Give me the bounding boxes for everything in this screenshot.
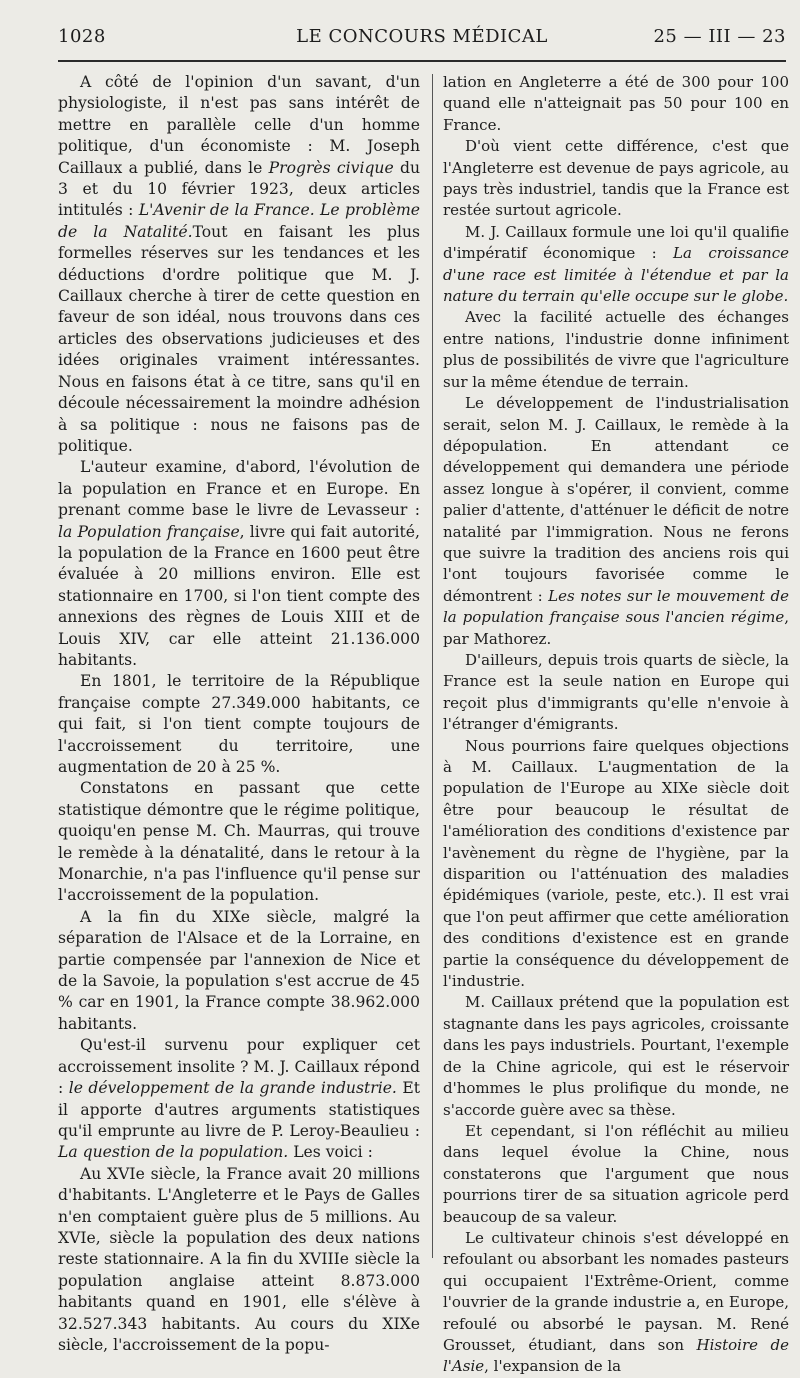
text-run: Tout en faisant les plus formelles réserves sur les tendances et les déductions d'ordre politique que M. J. Caillaux cherche à tirer de cette question en faveur de son idéal, nous trouvons dans ces articles des observations judicieuses et des idées originales vraiment intéressantes. Nous en faisons état à ce titre, sans qu'il en découle nécessairement la moindre adhésion à sa politique : nous ne faisons pas de politique. (58, 222, 421, 455)
italic-text: Les notes sur le mouvement de la population française sous l'ancien régime (443, 586, 789, 627)
text-run: D'où vient cette différence, c'est que l'Angleterre est devenue de pays agricole, au pays très industriel, tandis que la France est restée surtout agricole. (443, 137, 789, 220)
paragraph (443, 650, 789, 736)
page-number: 1028 (58, 26, 106, 47)
text-run: Et cependant, si l'on réfléchit au milieu dans lequel évolue la Chine, nous constaterons que l'argument que nous pourrions tirer de sa situation agricole perd beaucoup de sa valeur. (443, 1121, 789, 1226)
italic-text: Progrès civique (268, 158, 394, 177)
text-run: Et il apporte d'autres arguments statistiques qu'il emprunte au livre de P. Leroy-Beaulieu : (58, 1079, 420, 1140)
paragraph (58, 907, 420, 1035)
paragraph (58, 1164, 420, 1357)
italic-text: la Population française (58, 522, 240, 541)
text-run: , par Mathorez. (443, 608, 789, 648)
paragraph (58, 671, 420, 778)
left-column (58, 72, 420, 1356)
right-column (443, 72, 789, 1378)
text-run: du 3 et du 10 février 1923, deux articles intitulés : (58, 158, 420, 220)
paragraph (58, 778, 420, 906)
italic-text: le développement de la grande industrie. (68, 1079, 397, 1098)
text-run: L'auteur examine, d'abord, l'évolution de la population en France et en Europe. En prenant comme base le livre de Levasseur : (58, 458, 420, 520)
text-run: Au XVIe siècle, la France avait 20 millions d'habitants. L'Angleterre et le Pays de Galles n'en comptaient guère plus de 5 millions. Au XVIe, siècle la population des deux nations reste stationnaire. A la fin du XVIIIe siècle la population anglaise atteint 8.873.000 habitants quand en 1901, elle s'élève à 32.527.343 habitants. Au cours du XIXe siècle, l'accroissement de la popu- (58, 1164, 420, 1354)
text-run: Avec la facilité actuelle des échanges entre nations, l'industrie donne infiniment plus de possibilités de vivre que l'agriculture sur la même étendue de terrain. (443, 308, 789, 391)
text-run: Les voici : (288, 1143, 373, 1162)
italic-text: L'Avenir de la France. Le problème de la Natalité. (58, 201, 420, 241)
italic-text: La croissance d'une race est limitée à l'étendue et par la nature du terrain qu'elle occupe sur le globe. (443, 244, 789, 306)
paragraph (58, 72, 420, 457)
text-run: A côté de l'opinion d'un savant, d'un physiologiste, il n'est pas sans intérêt de mettre en parallèle celle d'un homme politique, d'un économiste : M. Joseph Caillaux a publié, dans le (58, 73, 420, 177)
journal-title: LE CONCOURS MÉDICAL (296, 26, 548, 47)
paragraph (443, 992, 789, 1120)
paragraph (443, 736, 789, 993)
text-run: A la fin du XIXe siècle, malgré la séparation de l'Alsace et de la Lorraine, en partie compensée par l'annexion de Nice et de la Savoie, la population s'est accrue de 45 % car en 1901, la France compte 38.962.000 habitants. (58, 907, 420, 1033)
paragraph (58, 457, 420, 671)
text-run: Qu'est-il survenu pour expliquer cet accroissement insolite ? M. J. Caillaux répond : (58, 1036, 420, 1098)
italic-text: La question de la population. (58, 1143, 289, 1162)
text-run: En 1801, le territoire de la République française compte 27.349.000 habitants, ce qui fait, si l'on tient compte toujours de l'accroissement du territoire, une augmentation de 20 à 25 %. (58, 672, 420, 776)
italic-text: Histoire de l'Asie (443, 1335, 789, 1376)
header-rule (58, 60, 786, 62)
text-run: Nous pourrions faire quelques objections à M. Caillaux. L'augmentation de la population de l'Europe au XIXe siècle doit être pour beaucoup le résultat de l'amélioration des conditions d'existence par l'avènement du règne de l'hygiène, par la disparition ou l'atténuation des maladies épidémiques (variole, peste, etc.). Il est vrai que l'on peut affirmer que cette amélioration des conditions d'existence est en grande partie la conséquence du développement de l'industrie. (443, 736, 789, 991)
paragraph (443, 1228, 789, 1378)
text-run: , livre qui fait autorité, la population de la France en 1600 peut être évaluée à 20 millions environ. Elle est stationnaire en 1700, si l'on tient compte des annexions des règnes de Louis XIII et de Louis XIV, car elle atteint 21.136.000 habitants. (58, 522, 420, 669)
paragraph (443, 222, 789, 308)
paragraph (443, 1121, 789, 1228)
text-run: M. J. Caillaux formule une loi qu'il qualifie d'impératif économique : (443, 222, 789, 263)
text-run: , l'expansion de la (484, 1357, 622, 1376)
text-run: lation en Angleterre a été de 300 pour 100 quand elle n'atteignait pas 50 pour 100 en France. (443, 73, 789, 134)
paragraph (58, 1035, 420, 1163)
paragraph (443, 393, 789, 650)
text-run: Le développement de l'industrialisation serait, selon M. J. Caillaux, le remède à la dépopulation. En attendant ce développement qui demandera une période assez longue à s'opérer, il convient, comme palier d'attente, d'atténuer le déficit de notre natalité par l'immigration. Nous ne ferons que suivre la tradition des anciens rois qui l'ont toujours favorisée comme le démontrent : (443, 394, 789, 605)
issue-date: 25 — III — 23 (653, 26, 786, 47)
column-divider (432, 74, 433, 1258)
text-run: D'ailleurs, depuis trois quarts de siècle, la France est la seule nation en Europe qui reçoit plus d'immigrants qu'elle n'envoie à l'étranger d'émigrants. (443, 650, 789, 734)
paragraph (443, 307, 789, 393)
paragraph (443, 72, 789, 136)
paragraph (443, 136, 789, 222)
text-run: M. Caillaux prétend que la population est stagnante dans les pays agricoles, croissante dans les pays industriels. Pourtant, l'exemple de la Chine agricole, qui est le réservoir d'hommes le plus prolifique du monde, ne s'accorde guère avec sa thèse. (443, 993, 789, 1119)
text-run: Le cultivateur chinois s'est développé en refoulant ou absorbant les nomades pasteurs qui occupaient l'Extrême-Orient, comme l'ouvrier de la grande industrie a, en Europe, refoulé ou absorbé le paysan. M. René Grousset, étudiant, dans son (443, 1228, 789, 1354)
page-header (58, 26, 786, 56)
text-run: Constatons en passant que cette statistique démontre que le régime politique, quoiqu'en pense M. Ch. Maurras, qui trouve le remède à la dénatalité, dans le retour à la Monarchie, n'a pas l'influence qu'il pense sur l'accroissement de la population. (58, 779, 420, 905)
